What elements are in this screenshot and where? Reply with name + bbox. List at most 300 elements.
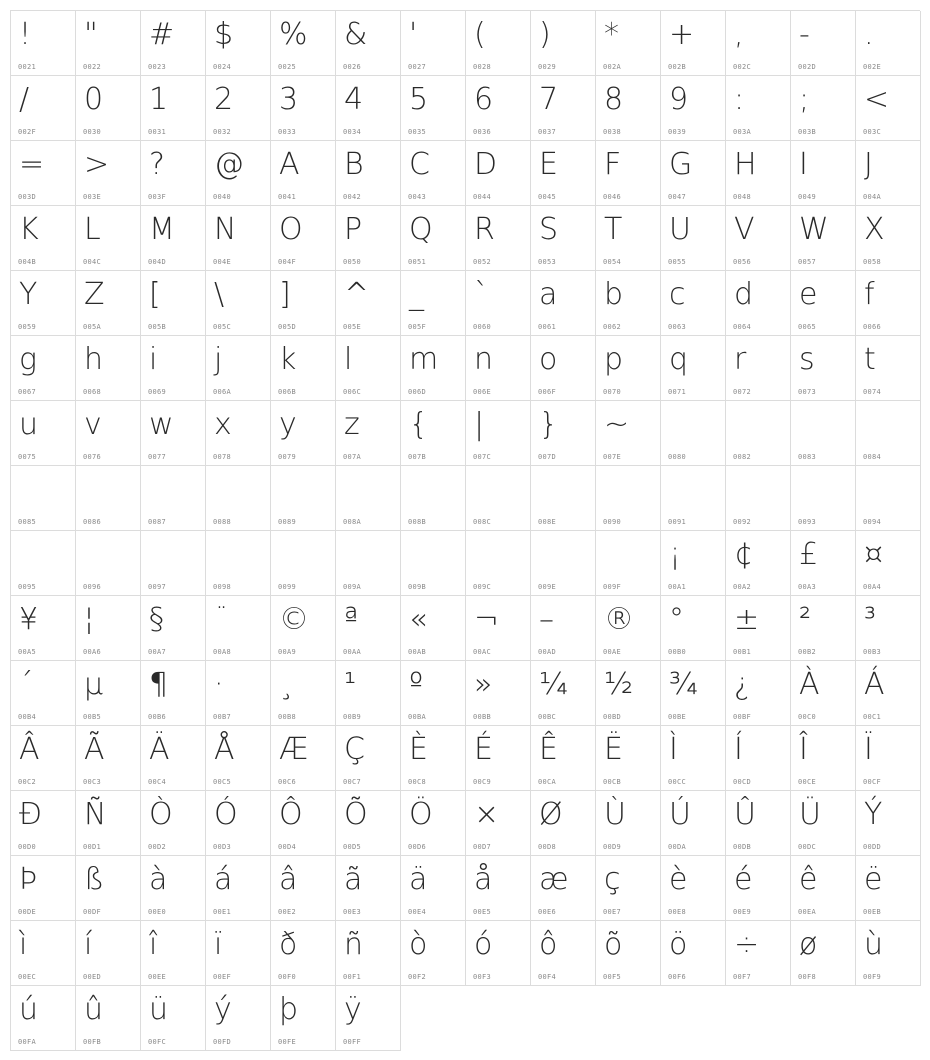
glyph-char: ] <box>279 277 291 312</box>
glyph-char: û <box>84 992 104 1027</box>
glyph-char: Ú <box>669 797 691 832</box>
glyph-cell <box>76 726 141 791</box>
glyph-char: _ <box>409 277 424 312</box>
glyph-cell <box>76 921 141 986</box>
glyph-codepoint: 0084 <box>863 453 882 461</box>
glyph-char: î <box>149 927 158 962</box>
glyph-cell <box>141 336 206 401</box>
glyph-cell <box>141 466 206 531</box>
glyph-cell <box>661 921 726 986</box>
glyph-cell <box>401 596 466 661</box>
glyph-codepoint: 0083 <box>798 453 817 461</box>
glyph-char: O <box>279 212 303 247</box>
glyph-char: i <box>149 342 158 377</box>
glyph-codepoint: 0055 <box>668 258 687 266</box>
glyph-cell <box>336 596 401 661</box>
glyph-char: ú <box>19 992 39 1027</box>
glyph-cell <box>271 336 336 401</box>
glyph-cell <box>271 206 336 271</box>
glyph-char: ( <box>474 17 486 52</box>
glyph-char: Á <box>864 667 885 702</box>
glyph-char: G <box>669 147 693 182</box>
glyph-cell <box>661 791 726 856</box>
glyph-char: Å <box>214 732 235 767</box>
glyph-char: £ <box>799 537 819 572</box>
glyph-cell <box>791 336 856 401</box>
glyph-cell <box>11 206 76 271</box>
glyph-char: ¥ <box>19 602 39 637</box>
glyph-char: ) <box>539 17 551 52</box>
glyph-cell <box>856 661 921 726</box>
glyph-codepoint: 0072 <box>733 388 752 396</box>
glyph-cell <box>726 531 791 596</box>
glyph-cell <box>466 531 531 596</box>
glyph-char: M <box>149 212 175 247</box>
glyph-cell <box>336 141 401 206</box>
glyph-char: : <box>734 82 745 117</box>
glyph-cell <box>856 401 921 466</box>
glyph-cell <box>401 791 466 856</box>
glyph-cell <box>206 921 271 986</box>
glyph-cell <box>856 336 921 401</box>
glyph-cell <box>466 726 531 791</box>
glyph-codepoint: 0032 <box>213 128 232 136</box>
glyph-char: ¡ <box>669 537 682 572</box>
glyph-char: ¼ <box>539 667 569 702</box>
glyph-codepoint: 003E <box>83 193 102 201</box>
glyph-cell <box>336 271 401 336</box>
glyph-codepoint: 00F0 <box>278 973 297 981</box>
glyph-char: d <box>734 277 754 312</box>
glyph-codepoint: 00E2 <box>278 908 297 916</box>
glyph-cell <box>726 206 791 271</box>
glyph-cell <box>466 791 531 856</box>
glyph-char: " <box>84 17 98 52</box>
glyph-codepoint: 0064 <box>733 323 752 331</box>
glyph-cell <box>466 401 531 466</box>
glyph-codepoint: 005B <box>148 323 167 331</box>
glyph-char: V <box>734 212 755 247</box>
glyph-cell <box>401 661 466 726</box>
glyph-codepoint: 00BE <box>668 713 687 721</box>
glyph-char: @ <box>214 147 244 182</box>
glyph-cell <box>401 531 466 596</box>
glyph-char: Ò <box>149 797 173 832</box>
glyph-cell <box>271 661 336 726</box>
glyph-char: ¿ <box>734 667 751 702</box>
glyph-char: ø <box>799 927 818 962</box>
glyph-codepoint: 00CA <box>538 778 557 786</box>
glyph-codepoint: 005C <box>213 323 232 331</box>
glyph-cell <box>76 11 141 76</box>
glyph-char: I <box>799 147 808 182</box>
glyph-codepoint: 0073 <box>798 388 817 396</box>
glyph-codepoint: 00EE <box>148 973 167 981</box>
glyph-cell <box>206 271 271 336</box>
glyph-codepoint: 00D2 <box>148 843 167 851</box>
glyph-char: T <box>604 212 623 247</box>
glyph-cell <box>791 401 856 466</box>
glyph-cell <box>856 466 921 531</box>
glyph-codepoint: 002A <box>603 63 622 71</box>
glyph-codepoint: 00E0 <box>148 908 167 916</box>
glyph-cell <box>336 401 401 466</box>
glyph-char: ä <box>409 862 428 897</box>
glyph-codepoint: 002D <box>798 63 817 71</box>
glyph-char: Ý <box>864 797 883 832</box>
glyph-codepoint: 0099 <box>278 583 297 591</box>
glyph-codepoint: 00AA <box>343 648 362 656</box>
glyph-cell <box>596 206 661 271</box>
glyph-codepoint: 00A7 <box>148 648 167 656</box>
glyph-cell <box>206 856 271 921</box>
glyph-char: C <box>409 147 430 182</box>
glyph-codepoint: 00B2 <box>798 648 817 656</box>
glyph-cell <box>596 856 661 921</box>
glyph-char: ð <box>279 927 298 962</box>
glyph-char: w <box>149 407 174 442</box>
glyph-char: È <box>409 732 428 767</box>
glyph-char: c <box>669 277 686 312</box>
glyph-codepoint: 00E5 <box>473 908 492 916</box>
glyph-codepoint: 0042 <box>343 193 362 201</box>
glyph-char: ½ <box>604 667 634 702</box>
glyph-cell <box>336 76 401 141</box>
glyph-codepoint: 0051 <box>408 258 427 266</box>
glyph-cell <box>206 596 271 661</box>
glyph-char: o <box>539 342 558 377</box>
glyph-cell <box>336 531 401 596</box>
glyph-codepoint: 00B8 <box>278 713 297 721</box>
glyph-cell <box>76 141 141 206</box>
glyph-cell <box>206 401 271 466</box>
glyph-codepoint: 00B1 <box>733 648 752 656</box>
glyph-cell <box>661 11 726 76</box>
glyph-char: ý <box>214 992 232 1027</box>
glyph-char: ¹ <box>344 667 357 702</box>
glyph-codepoint: 003A <box>733 128 752 136</box>
glyph-codepoint: 0044 <box>473 193 492 201</box>
glyph-char: H <box>734 147 757 182</box>
glyph-cell <box>531 206 596 271</box>
glyph-codepoint: 00AB <box>408 648 427 656</box>
glyph-codepoint: 0066 <box>863 323 882 331</box>
glyph-cell <box>206 76 271 141</box>
glyph-char: & <box>344 17 368 52</box>
glyph-cell <box>856 596 921 661</box>
glyph-cell <box>11 921 76 986</box>
glyph-cell <box>466 271 531 336</box>
glyph-cell <box>141 401 206 466</box>
glyph-char: s <box>799 342 815 377</box>
glyph-codepoint: 00FD <box>213 1038 232 1046</box>
glyph-char: Ç <box>344 732 365 767</box>
glyph-cell <box>141 986 206 1051</box>
glyph-char: ° <box>669 602 684 637</box>
glyph-codepoint: 0033 <box>278 128 297 136</box>
glyph-char: ® <box>604 602 634 637</box>
glyph-codepoint: 005E <box>343 323 362 331</box>
glyph-cell <box>76 466 141 531</box>
glyph-codepoint: 00EB <box>863 908 882 916</box>
glyph-cell <box>141 726 206 791</box>
glyph-char: x <box>214 407 232 442</box>
glyph-char: é <box>734 862 753 897</box>
glyph-cell <box>76 596 141 661</box>
glyph-codepoint: 0027 <box>408 63 427 71</box>
glyph-char: - <box>799 17 810 52</box>
glyph-codepoint: 0026 <box>343 63 362 71</box>
glyph-cell <box>791 76 856 141</box>
glyph-codepoint: 006A <box>213 388 232 396</box>
glyph-cell <box>856 271 921 336</box>
glyph-cell <box>271 856 336 921</box>
glyph-codepoint: 0095 <box>18 583 37 591</box>
glyph-cell <box>336 726 401 791</box>
glyph-char: h <box>84 342 104 377</box>
glyph-char: õ <box>604 927 623 962</box>
glyph-codepoint: 0030 <box>83 128 102 136</box>
glyph-codepoint: 00A2 <box>733 583 752 591</box>
glyph-cell <box>661 271 726 336</box>
glyph-cell <box>596 11 661 76</box>
glyph-codepoint: 0094 <box>863 518 882 526</box>
glyph-char: ÿ <box>344 992 362 1027</box>
glyph-char: r <box>734 342 747 377</box>
glyph-char: B <box>344 147 364 182</box>
glyph-codepoint: 004E <box>213 258 232 266</box>
glyph-codepoint: 0068 <box>83 388 102 396</box>
glyph-char: à <box>149 862 168 897</box>
glyph-codepoint: 0076 <box>83 453 102 461</box>
glyph-codepoint: 00BF <box>733 713 752 721</box>
glyph-char: 2 <box>214 82 234 117</box>
glyph-cell <box>466 141 531 206</box>
glyph-char: W <box>799 212 829 247</box>
glyph-codepoint: 0058 <box>863 258 882 266</box>
glyph-char: n <box>474 342 494 377</box>
glyph-cell <box>596 401 661 466</box>
glyph-char: Q <box>409 212 433 247</box>
glyph-codepoint: 00B4 <box>18 713 37 721</box>
glyph-char: Ö <box>409 797 433 832</box>
glyph-cell <box>531 531 596 596</box>
glyph-codepoint: 00E7 <box>603 908 622 916</box>
glyph-codepoint: 0047 <box>668 193 687 201</box>
glyph-char: # <box>149 17 175 52</box>
glyph-codepoint: 0038 <box>603 128 622 136</box>
glyph-cell <box>726 401 791 466</box>
glyph-char: ÷ <box>734 927 760 962</box>
glyph-codepoint: 00DE <box>18 908 37 916</box>
glyph-codepoint: 00D4 <box>278 843 297 851</box>
glyph-char: ! <box>19 17 32 52</box>
glyph-codepoint: 003D <box>18 193 37 201</box>
glyph-char: ¬ <box>474 602 500 637</box>
glyph-codepoint: 00A8 <box>213 648 232 656</box>
glyph-char: [ <box>149 277 161 312</box>
glyph-char: f <box>864 277 875 312</box>
glyph-char: = <box>19 147 45 182</box>
glyph-cell <box>661 336 726 401</box>
glyph-codepoint: 00F1 <box>343 973 362 981</box>
glyph-cell <box>531 921 596 986</box>
glyph-char: z <box>344 407 360 442</box>
glyph-codepoint: 00F5 <box>603 973 622 981</box>
glyph-cell <box>11 661 76 726</box>
glyph-cell <box>76 206 141 271</box>
glyph-cell <box>856 791 921 856</box>
glyph-char: y <box>279 407 297 442</box>
glyph-char: ´ <box>19 667 34 702</box>
glyph-char: á <box>214 862 233 897</box>
glyph-cell <box>11 531 76 596</box>
glyph-char: m <box>409 342 439 377</box>
glyph-codepoint: 009A <box>343 583 362 591</box>
glyph-cell <box>531 11 596 76</box>
glyph-codepoint: 002C <box>733 63 752 71</box>
glyph-cell <box>271 141 336 206</box>
glyph-codepoint: 00A9 <box>278 648 297 656</box>
glyph-codepoint: 0050 <box>343 258 362 266</box>
glyph-cell <box>531 141 596 206</box>
glyph-cell <box>336 921 401 986</box>
glyph-char: Ü <box>799 797 821 832</box>
glyph-codepoint: 00B5 <box>83 713 102 721</box>
glyph-cell <box>596 336 661 401</box>
glyph-codepoint: 00FF <box>343 1038 362 1046</box>
glyph-char: ç <box>604 862 621 897</box>
glyph-codepoint: 005F <box>408 323 427 331</box>
glyph-char: . <box>864 17 874 52</box>
glyph-codepoint: 00C9 <box>473 778 492 786</box>
glyph-cell <box>76 986 141 1051</box>
glyph-char: k <box>279 342 297 377</box>
glyph-cell <box>11 856 76 921</box>
glyph-codepoint: 008C <box>473 518 492 526</box>
glyph-cell <box>661 141 726 206</box>
glyph-codepoint: 0088 <box>213 518 232 526</box>
glyph-char: ª <box>344 602 359 637</box>
glyph-cell <box>596 466 661 531</box>
glyph-codepoint: 00D1 <box>83 843 102 851</box>
glyph-char: Ä <box>149 732 170 767</box>
glyph-cell <box>466 661 531 726</box>
glyph-codepoint: 00A4 <box>863 583 882 591</box>
glyph-codepoint: 00EA <box>798 908 817 916</box>
glyph-codepoint: 0029 <box>538 63 557 71</box>
glyph-cell <box>531 856 596 921</box>
glyph-cell <box>141 11 206 76</box>
glyph-codepoint: 0040 <box>213 193 232 201</box>
glyph-cell <box>856 921 921 986</box>
glyph-char: © <box>279 602 309 637</box>
glyph-char: ô <box>539 927 558 962</box>
glyph-codepoint: 0036 <box>473 128 492 136</box>
glyph-cell <box>141 206 206 271</box>
glyph-char: ü <box>149 992 169 1027</box>
glyph-char: q <box>669 342 689 377</box>
glyph-codepoint: 00D5 <box>343 843 362 851</box>
glyph-cell <box>791 791 856 856</box>
glyph-char: , <box>734 17 744 52</box>
glyph-cell <box>726 791 791 856</box>
glyph-char: 7 <box>539 82 559 117</box>
glyph-codepoint: 0082 <box>733 453 752 461</box>
glyph-char: Î <box>799 732 808 767</box>
glyph-char: Õ <box>344 797 368 832</box>
glyph-codepoint: 00FE <box>278 1038 297 1046</box>
glyph-char: – <box>539 602 554 637</box>
glyph-cell <box>206 726 271 791</box>
glyph-cell <box>726 596 791 661</box>
glyph-codepoint: 0077 <box>148 453 167 461</box>
glyph-char: « <box>409 602 428 637</box>
glyph-char: 0 <box>84 82 104 117</box>
glyph-codepoint: 0079 <box>278 453 297 461</box>
glyph-codepoint: 0093 <box>798 518 817 526</box>
glyph-cell <box>726 76 791 141</box>
glyph-char: ã <box>344 862 363 897</box>
glyph-codepoint: 00B3 <box>863 648 882 656</box>
glyph-char: { <box>409 407 429 442</box>
glyph-cell <box>11 596 76 661</box>
glyph-cell <box>336 661 401 726</box>
glyph-cell <box>856 11 921 76</box>
glyph-char: ì <box>19 927 28 962</box>
glyph-cell <box>401 401 466 466</box>
glyph-cell <box>531 596 596 661</box>
glyph-codepoint: 00F7 <box>733 973 752 981</box>
glyph-char: u <box>19 407 39 442</box>
glyph-codepoint: 00CE <box>798 778 817 786</box>
glyph-cell <box>726 271 791 336</box>
glyph-cell <box>531 76 596 141</box>
glyph-codepoint: 005A <box>83 323 102 331</box>
glyph-codepoint: 00F2 <box>408 973 427 981</box>
glyph-codepoint: 00AC <box>473 648 492 656</box>
glyph-cell <box>726 726 791 791</box>
glyph-char: Ô <box>279 797 303 832</box>
glyph-codepoint: 004A <box>863 193 882 201</box>
glyph-cell <box>856 76 921 141</box>
glyph-codepoint: 00AD <box>538 648 557 656</box>
glyph-codepoint: 006E <box>473 388 492 396</box>
glyph-codepoint: 006F <box>538 388 557 396</box>
glyph-cell <box>401 856 466 921</box>
glyph-cell <box>531 271 596 336</box>
glyph-cell <box>11 401 76 466</box>
glyph-cell <box>596 596 661 661</box>
glyph-cell <box>791 726 856 791</box>
glyph-char: ¦ <box>84 602 95 637</box>
glyph-char: Ì <box>669 732 678 767</box>
glyph-char: } <box>539 407 559 442</box>
glyph-codepoint: 00CF <box>863 778 882 786</box>
glyph-codepoint: 0078 <box>213 453 232 461</box>
glyph-char: Ù <box>604 797 626 832</box>
glyph-char: ? <box>149 147 165 182</box>
glyph-codepoint: 00CD <box>733 778 752 786</box>
glyph-codepoint: 00D0 <box>18 843 37 851</box>
glyph-codepoint: 0060 <box>473 323 492 331</box>
glyph-char: P <box>344 212 363 247</box>
glyph-char: D <box>474 147 498 182</box>
glyph-codepoint: 00FB <box>83 1038 102 1046</box>
glyph-cell <box>206 661 271 726</box>
glyph-codepoint: 0071 <box>668 388 687 396</box>
glyph-cell <box>336 791 401 856</box>
